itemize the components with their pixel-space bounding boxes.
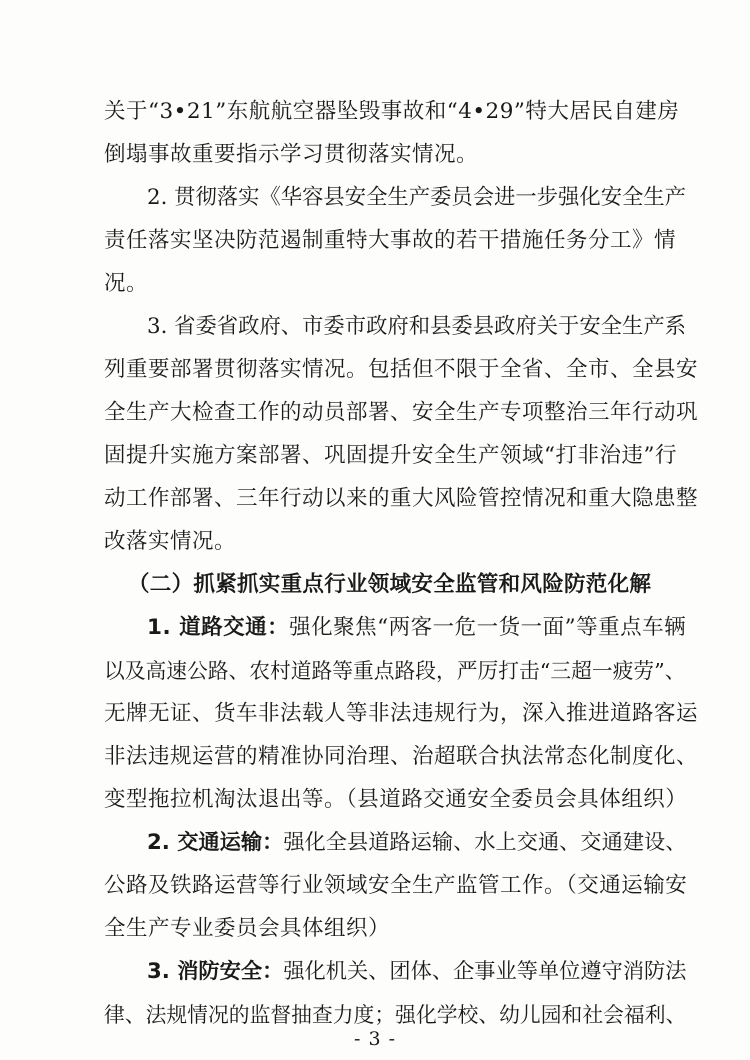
body-text-line: 公路及铁路运营等行业领域安全生产监管工作。（交通运输安: [104, 873, 688, 898]
body-text-line: 关于“3•21”东航航空器坠毁事故和“4•29”特大居民自建房: [104, 99, 680, 124]
body-text-line: 固提升实施方案部署、巩固提升安全生产领域“打非治违”行: [104, 443, 677, 468]
body-text-line: 全生产大检查工作的动员部署、安全生产专项整治三年行动巩: [104, 400, 699, 425]
body-text-line: 非法违规运营的精准协同治理、治超联合执法常态化制度化、: [104, 744, 699, 769]
item-label: 2. 交通运输：: [147, 830, 284, 855]
section-heading: （二）抓紧抓实重点行业领域安全监管和风险防范化解: [128, 572, 652, 597]
item-text: 强化全县道路运输、水上交通、交通建设、: [283, 830, 687, 855]
body-text-line: 2. 贯彻落实《华容县安全生产委员会进一步强化安全生产: [147, 185, 687, 210]
item-text: 强化聚焦“两客一危一货一面”等重点车辆: [289, 615, 687, 640]
item-label: 1. 道路交通：: [147, 615, 290, 640]
body-text-line: 3. 省委省政府、市委市政府和县委县政府关于安全生产系: [147, 314, 687, 339]
body-text-line: 倒塌事故重要指示学习贯彻落实情况。: [104, 142, 479, 167]
body-text-line: 列重要部署贯彻落实情况。包括但不限于全省、全市、全县安: [104, 357, 699, 382]
item-text: 强化机关、团体、企事业等单位遵守消防法: [283, 959, 687, 984]
body-text-line: 况。: [104, 271, 149, 296]
body-text-line: 责任落实坚决防范遏制重特大事故的若干措施任务分工》情: [104, 228, 677, 253]
item-label: 3. 消防安全：: [147, 959, 284, 984]
body-text-line: 全生产专业委员会具体组织）: [104, 916, 391, 941]
body-text-line: 无牌无证、货车非法载人等非法违规行为，深入推进道路客运: [104, 701, 699, 726]
body-text-line: 律、法规情况的监督抽查力度；强化学校、幼儿园和社会福利、: [104, 1003, 687, 1027]
page-number: - 3 -: [353, 1028, 396, 1050]
body-text-line: [147, 828, 686, 858]
body-text-line: [147, 613, 686, 643]
body-text-line: 改落实情况。: [104, 529, 237, 554]
body-text-line: 以及高速公路、农村道路等重点路段，严厉打击“三超一疲劳”、: [104, 659, 686, 683]
body-text-line: 动工作部署、三年行动以来的重大风险管控情况和重大隐患整: [104, 486, 699, 511]
body-text-line: 变型拖拉机淘汰退出等。（县道路交通安全委员会具体组织）: [104, 787, 688, 812]
body-text-line: [147, 957, 686, 987]
